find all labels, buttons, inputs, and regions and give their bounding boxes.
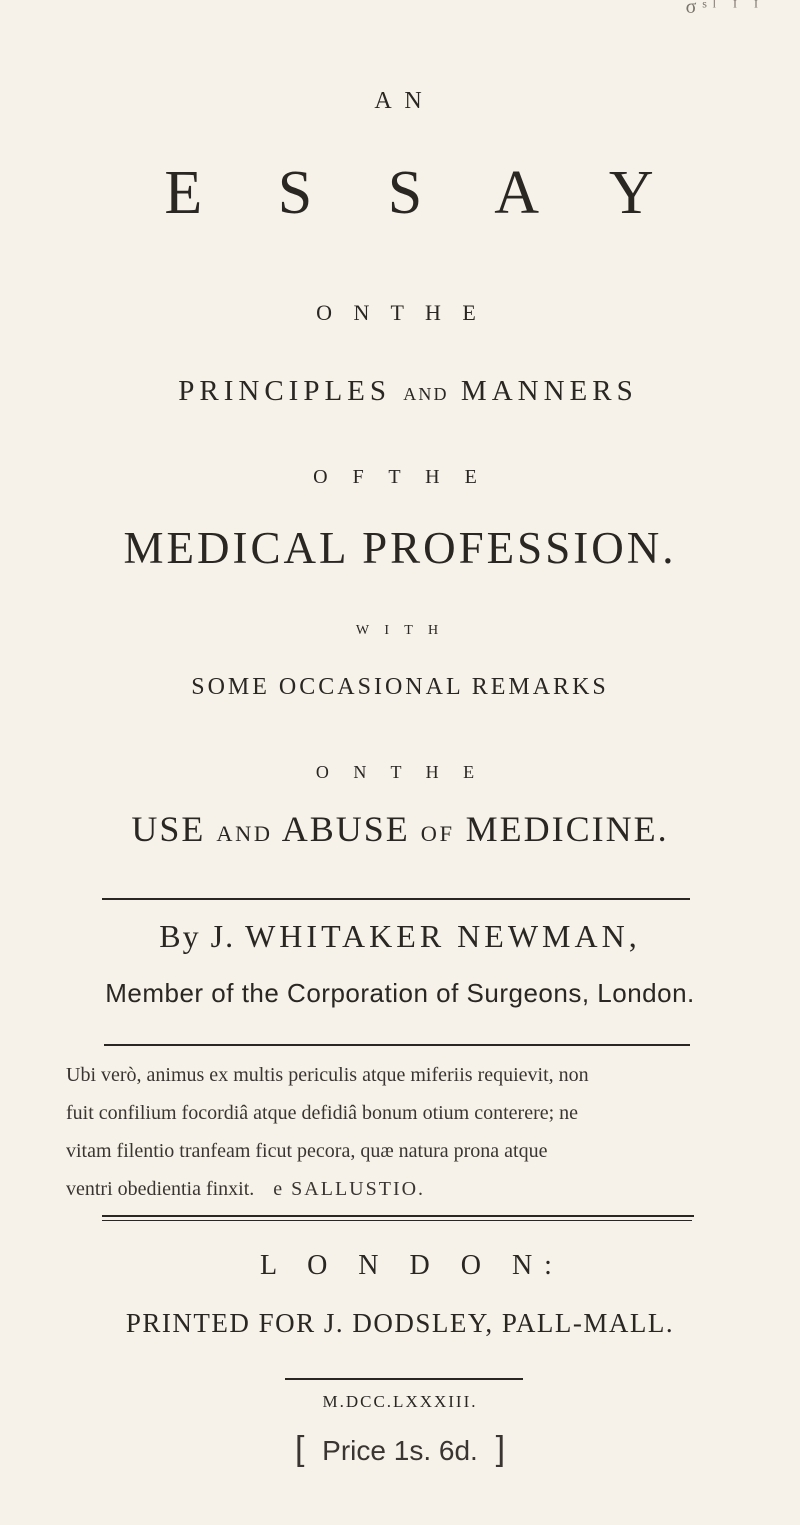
imprint-date: M.DCC.LXXXIII.: [322, 1392, 478, 1411]
rule-divider-3b: [102, 1220, 692, 1221]
epigraph-line-4: ventri obedientia finxit.: [66, 1178, 255, 1200]
title-occasional-remarks: SOME OCCASIONAL REMARKS: [191, 674, 609, 700]
title-use-and-abuse: [0, 808, 800, 850]
author-by: By J.: [159, 918, 236, 954]
epigraph-line-1: Ubi verò, animus ex multis periculis atque miferiis requievit, non: [66, 1064, 589, 1086]
title-medicine: MEDICINE.: [465, 809, 669, 849]
title-essay: E S S A Y: [164, 159, 684, 227]
epigraph-line-3: vitam filentio tranfeam ficut pecora, quæ natura prona atque: [66, 1140, 548, 1162]
title-medical-profession: MEDICAL PROFESSION.: [123, 523, 677, 573]
title-on-the-2: O N T H E: [315, 762, 485, 782]
title-manners: MANNERS: [460, 375, 638, 407]
price-text: Price 1s. 6d.: [322, 1435, 478, 1466]
author-affiliation: Member of the Corporation of Surgeons, London.: [105, 978, 695, 1008]
epigraph: [66, 1056, 738, 1208]
title-principles-and-manners: [0, 375, 800, 408]
price-close-bracket: ]: [495, 1430, 506, 1468]
title-of-the: O F T H E: [313, 466, 487, 488]
title-abuse: ABUSE: [281, 809, 410, 849]
epigraph-line-4-wrap: [66, 1170, 738, 1208]
price-open-bracket: [: [294, 1430, 305, 1468]
title-and-2: AND: [216, 821, 273, 846]
title-of: OF: [420, 821, 455, 846]
price-line: [0, 1430, 800, 1469]
author-name: WHITAKER NEWMAN,: [245, 918, 641, 954]
title-an: A N: [374, 88, 426, 114]
title-principles: PRINCIPLES: [178, 375, 392, 407]
rule-divider-1: [102, 898, 690, 900]
title-on-the: O N T H E: [316, 300, 484, 325]
epigraph-line-2: fuit confilium focordiâ atque defidiâ bonum otium conterere; ne: [66, 1102, 579, 1124]
epigraph-attribution: e SALLUSTIO.: [273, 1178, 426, 1200]
title-and: AND: [403, 384, 449, 404]
rule-divider-2: [104, 1044, 690, 1046]
imprint-city: L O N D O N:: [260, 1250, 564, 1281]
imprint-printer: PRINTED FOR J. DODSLEY, PALL-MALL.: [125, 1308, 675, 1338]
corner-mark: σˢˡ ᴵ ᴵ: [685, 0, 764, 18]
title-use: USE: [131, 809, 206, 849]
title-with: W I T H: [355, 623, 445, 638]
author-line: [0, 918, 800, 955]
rule-divider-4: [285, 1378, 523, 1380]
rule-divider-3a: [102, 1215, 694, 1217]
